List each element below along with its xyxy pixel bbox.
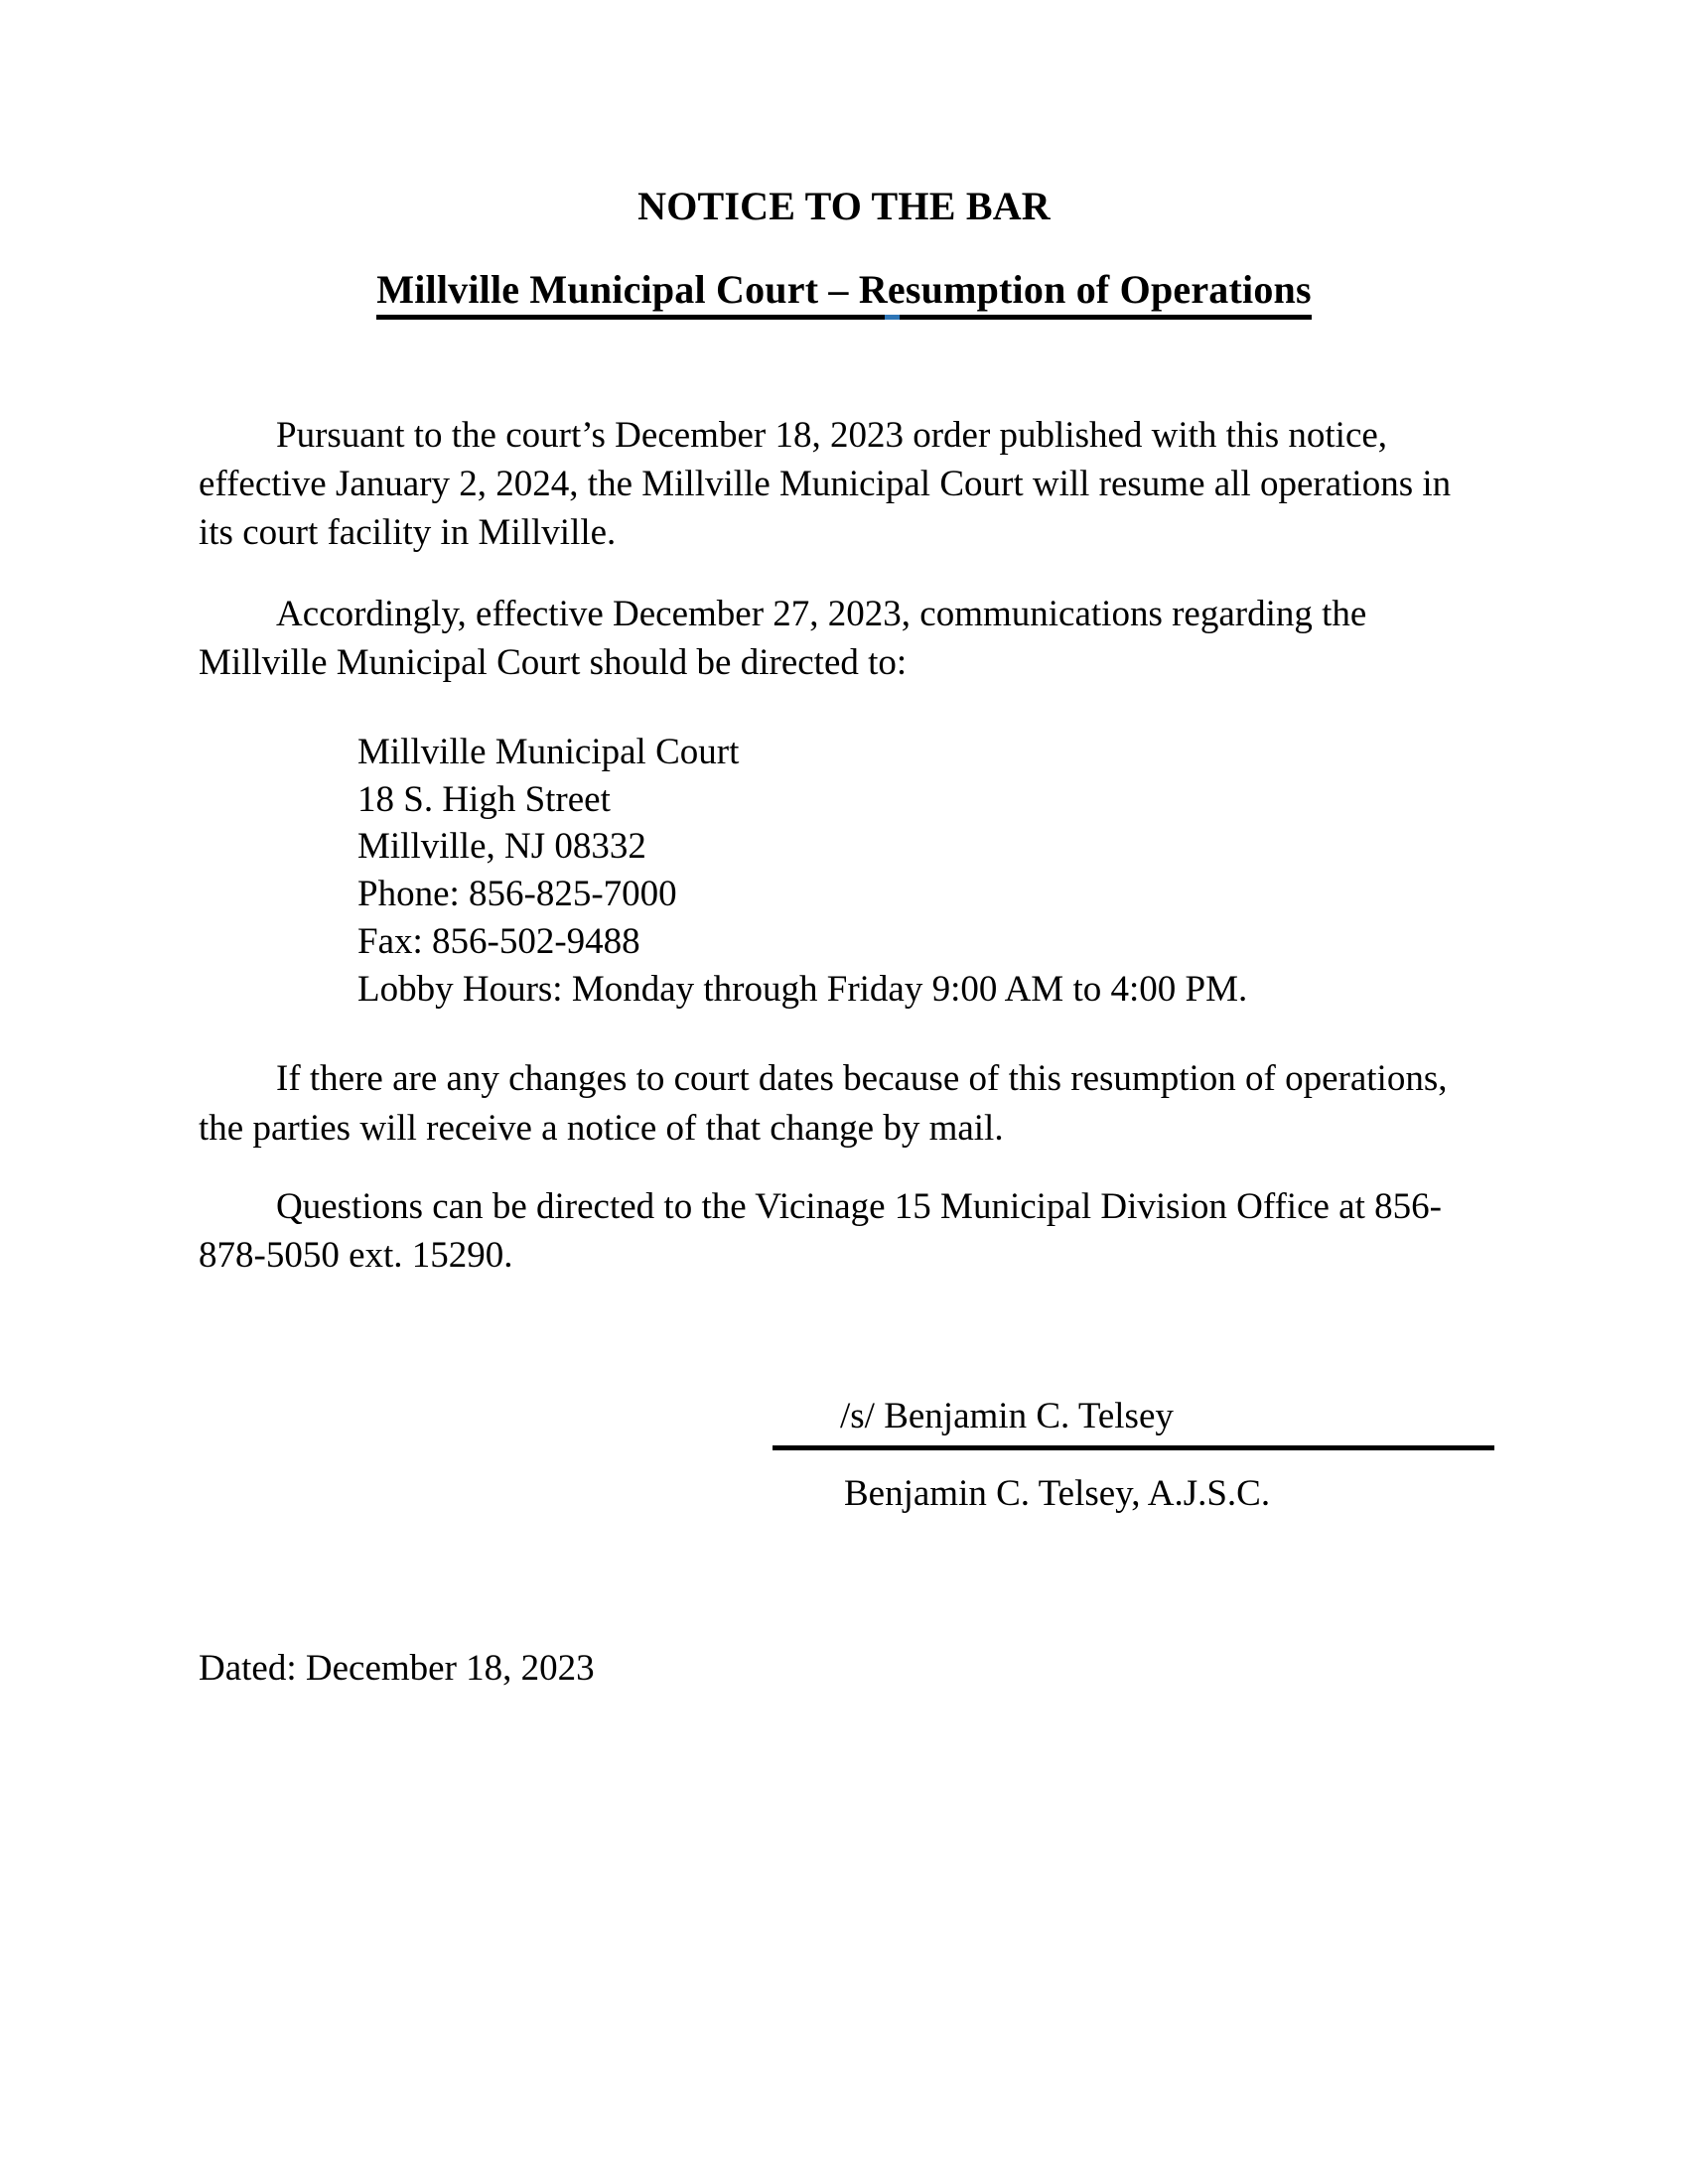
document-subtitle-text: Millville Municipal Court – Resumption of Operations (376, 267, 1312, 312)
paragraph-court-date-changes: If there are any changes to court dates because of this resumption of operations, the parties will receive a notice of that change by mail. (199, 1058, 1448, 1149)
paragraph-communications-direction: Accordingly, effective December 27, 2023, communications regarding the Millville Municipal Court should be directed to: (199, 593, 1367, 683)
signature-name-title: Benjamin C. Telsey, A.J.S.C. (844, 1472, 1271, 1514)
paragraph-resumption-notice: Pursuant to the court’s December 18, 2023 order published with this notice, effective January 2, 2024, the Millville Municipal Court will resume all operations in its court facility in Millville. (199, 415, 1452, 554)
address-street: 18 S. High Street (357, 778, 611, 820)
dated-line: Dated: December 18, 2023 (199, 1647, 595, 1689)
signature-block (199, 1280, 1489, 1516)
address-lobby-hours: Lobby Hours: Monday through Friday 9:00 AM to 4:00 PM. (357, 968, 1248, 1010)
document-content (199, 0, 1489, 1691)
signature-electronic-signature: /s/ Benjamin C. Telsey (840, 1396, 1174, 1437)
court-address-block (199, 687, 1489, 1013)
address-city-state-zip: Millville, NJ 08332 (357, 826, 646, 868)
page-title: NOTICE TO THE BAR (637, 184, 1051, 228)
address-court-name: Millville Municipal Court (357, 732, 740, 773)
document-subtitle (376, 268, 1312, 320)
address-fax: Fax: 856-502-9488 (357, 920, 640, 962)
hyperlink-underline-accent (885, 315, 900, 320)
document-subtitle-container (199, 228, 1489, 320)
paragraph-questions-contact: Questions can be directed to the Vicinage 15 Municipal Division Office at 856-878-5050 ext. 15290. (199, 1185, 1442, 1276)
address-phone: Phone: 856-825-7000 (357, 874, 677, 915)
